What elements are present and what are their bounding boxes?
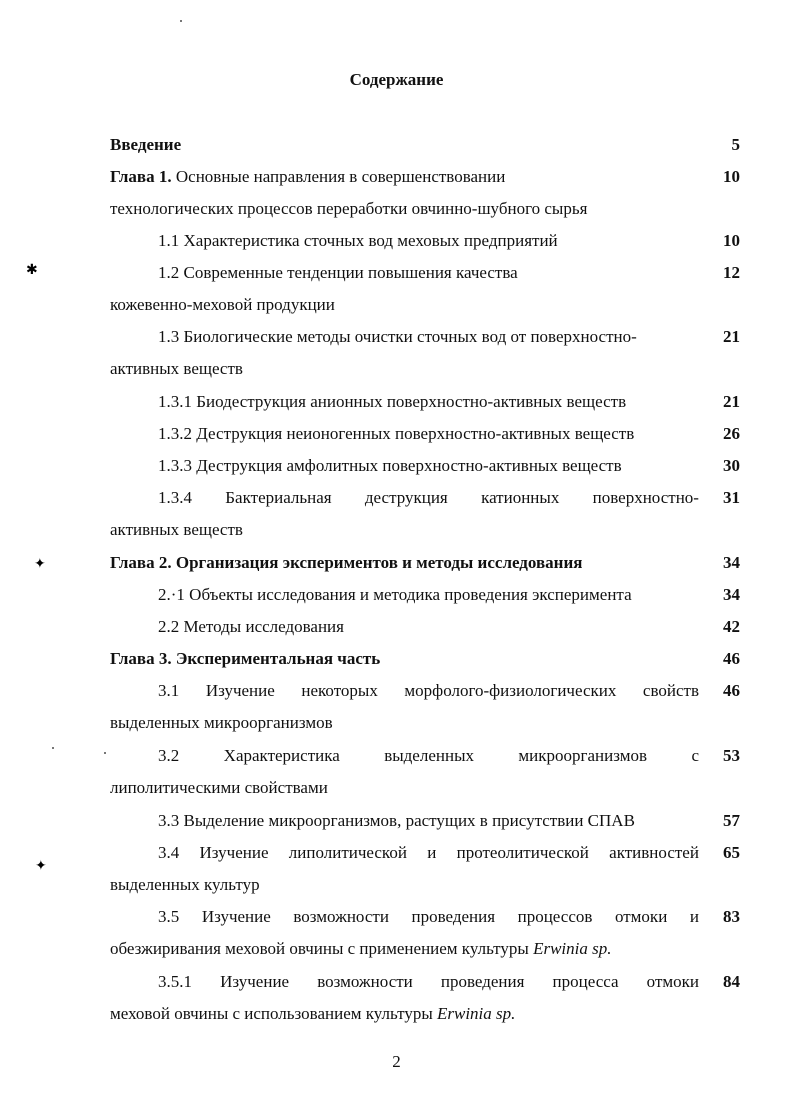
page-number: 2 bbox=[392, 1052, 401, 1071]
word: 1.3.4 bbox=[158, 488, 192, 507]
word: Бактериальная bbox=[225, 488, 332, 507]
toc-entry-3-1-cont: выделенных микроорганизмов bbox=[110, 713, 333, 732]
toc-entry-3-2-cont: липолитическими свойствами bbox=[110, 778, 328, 797]
toc-entry-3-5-cont bbox=[110, 939, 611, 959]
toc-entry-1-3-cont: активных веществ bbox=[110, 359, 243, 378]
toc-page-1-3-1: 21 bbox=[723, 392, 740, 411]
toc-entry-1-2-cont: кожевенно-меховой продукции bbox=[110, 295, 335, 314]
toc-entry-3-4[interactable] bbox=[158, 843, 699, 863]
word: свойств bbox=[642, 681, 699, 700]
scan-dot bbox=[180, 20, 182, 22]
word: процесса bbox=[552, 972, 619, 991]
toc-entry-3-1[interactable] bbox=[158, 681, 699, 701]
toc-entry-1-3-2[interactable]: 1.3.2 Деструкция неионогенных поверхностно-активных веществ bbox=[158, 424, 635, 443]
word: проведения bbox=[440, 972, 525, 991]
word: 3.2 bbox=[158, 746, 180, 765]
word: и bbox=[427, 843, 437, 862]
word: с bbox=[691, 746, 699, 765]
word: выделенных bbox=[384, 746, 474, 765]
toc-entry-ch3[interactable]: Глава 3. Экспериментальная часть bbox=[110, 649, 381, 668]
toc-entry-3-2[interactable] bbox=[158, 746, 699, 766]
word: 3.4 bbox=[158, 843, 180, 862]
toc-entry-ch1-cont: технологических процессов переработки овчинно-шубного сырья bbox=[110, 199, 588, 218]
toc-page-1-2: 12 bbox=[723, 263, 740, 282]
toc-entry-3-3[interactable]: 3.3 Выделение микроорганизмов, растущих в присутствии СПАВ bbox=[158, 811, 635, 830]
word: поверхностно- bbox=[592, 488, 699, 507]
word: процессов bbox=[517, 907, 593, 926]
text: меховой овчины с использованием культуры bbox=[110, 1004, 437, 1023]
scan-dot bbox=[104, 752, 106, 754]
ink-speck-icon: ✦ bbox=[34, 557, 46, 572]
toc-entry-3-5[interactable] bbox=[158, 907, 699, 927]
chapter-title-line1: Основные направления в совершенствовании bbox=[171, 167, 506, 186]
toc-entry-ch2[interactable]: Глава 2. Организация экспериментов и методы исследования bbox=[110, 553, 583, 572]
toc-page-intro: 5 bbox=[731, 135, 740, 154]
toc-page-1-3-4: 31 bbox=[723, 488, 740, 507]
page-title: Содержание bbox=[349, 70, 444, 89]
word: 3.1 bbox=[158, 681, 180, 700]
word: деструкция bbox=[364, 488, 448, 507]
toc-page-1-1: 10 bbox=[723, 231, 740, 250]
toc-page-1-3-2: 26 bbox=[723, 424, 740, 443]
toc-entry-1-3-1[interactable]: 1.3.1 Биодеструкция анионных поверхностно-активных веществ bbox=[158, 392, 627, 411]
toc-entry-1-3-3[interactable]: 1.3.3 Деструкция амфолитных поверхностно-активных веществ bbox=[158, 456, 622, 475]
ink-speck-icon: ✱ bbox=[26, 263, 38, 278]
toc-entry-2-2[interactable]: 2.2 Методы исследования bbox=[158, 617, 344, 636]
toc-entry-1-1[interactable]: 1.1 Характеристика сточных вод меховых предприятий bbox=[158, 231, 558, 250]
word: отмоки bbox=[646, 972, 699, 991]
ink-speck-icon: ✦ bbox=[35, 859, 47, 874]
word: микроорганизмов bbox=[518, 746, 648, 765]
toc-page-3-1: 46 bbox=[723, 681, 740, 700]
toc-entry-intro[interactable]: Введение bbox=[110, 135, 182, 154]
word: Характеристика bbox=[223, 746, 340, 765]
toc-entry-3-5-1[interactable] bbox=[158, 972, 699, 992]
word: морфолого-физиологических bbox=[404, 681, 617, 700]
word: возможности bbox=[317, 972, 413, 991]
word: Изучение bbox=[201, 907, 271, 926]
word: и bbox=[689, 907, 699, 926]
chapter-prefix: Глава 1. bbox=[110, 167, 172, 186]
toc-page-1-3: 21 bbox=[723, 327, 740, 346]
toc-page-3-2: 53 bbox=[723, 746, 740, 765]
word: Изучение bbox=[220, 972, 290, 991]
toc-page-3-3: 57 bbox=[723, 811, 740, 830]
toc-page-ch2: 34 bbox=[723, 553, 740, 572]
scan-dot bbox=[52, 747, 54, 749]
toc-entry-ch1[interactable] bbox=[110, 167, 505, 187]
word: Изучение bbox=[199, 843, 269, 862]
toc-page-2-2: 42 bbox=[723, 617, 740, 636]
toc-page-1-3-3: 30 bbox=[723, 456, 740, 475]
toc-entry-1-3-4-cont: активных веществ bbox=[110, 520, 243, 539]
word: возможности bbox=[293, 907, 389, 926]
toc-entry-1-2[interactable]: 1.2 Современные тенденции повышения качества bbox=[158, 263, 518, 282]
toc-page-ch1: 10 bbox=[723, 167, 740, 186]
word: проведения bbox=[411, 907, 496, 926]
word: протеолитической bbox=[456, 843, 589, 862]
toc-entry-2-1[interactable]: 2.·1 Объекты исследования и методика проведения эксперимента bbox=[158, 585, 632, 604]
toc-entry-1-3[interactable]: 1.3 Биологические методы очистки сточных вод от поверхностно- bbox=[158, 327, 637, 346]
toc-page-2-1: 34 bbox=[723, 585, 740, 604]
word: катионных bbox=[481, 488, 560, 507]
toc-entry-1-3-4[interactable] bbox=[158, 488, 699, 508]
toc-page-3-4: 65 bbox=[723, 843, 740, 862]
word: активностей bbox=[609, 843, 699, 862]
toc-page-3-5: 83 bbox=[723, 907, 740, 926]
word: 3.5 bbox=[158, 907, 180, 926]
species-name: Erwinia sp. bbox=[436, 1004, 516, 1023]
word: некоторых bbox=[301, 681, 378, 700]
species-name: Erwinia sp. bbox=[533, 939, 612, 958]
word: Изучение bbox=[205, 681, 275, 700]
word: отмоки bbox=[614, 907, 668, 926]
toc-page-3-5-1: 84 bbox=[723, 972, 740, 991]
toc-entry-3-4-cont: выделенных культур bbox=[110, 875, 260, 894]
word: 3.5.1 bbox=[158, 972, 192, 991]
toc-entry-3-5-1-cont bbox=[110, 1004, 515, 1024]
word: липолитической bbox=[288, 843, 407, 862]
text: обезжиривания меховой овчины с применением культуры bbox=[110, 939, 534, 958]
toc-page-ch3: 46 bbox=[723, 649, 740, 668]
